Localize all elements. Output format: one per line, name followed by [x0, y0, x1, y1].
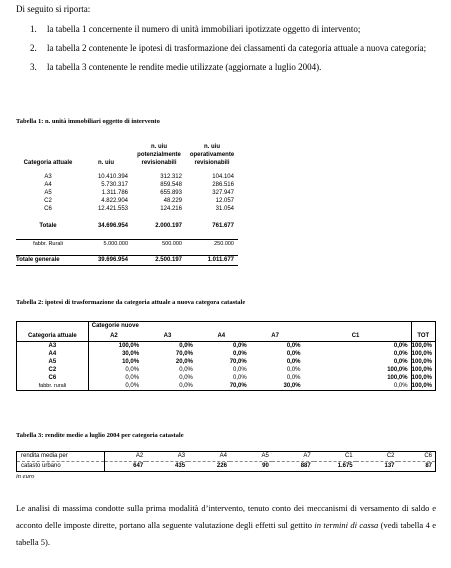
- table1-header: n. uiu potenzialmente revisionabili: [137, 144, 181, 166]
- cell: 39.696.954: [97, 257, 128, 263]
- table2-group-header: Categorie nuove: [91, 323, 139, 330]
- cell: 0,0%: [233, 343, 247, 349]
- table3-caption: Tabella 3: rendite medie a luglio 2004 per categoria catastale: [16, 432, 184, 439]
- table3-label: rendita media per: [17, 452, 105, 462]
- table3-header: A2: [135, 453, 144, 459]
- table3-header: A5: [261, 453, 269, 459]
- table2-header: Categoria attuale: [17, 331, 89, 342]
- cell: 1.311.786: [101, 190, 128, 196]
- cell: A3: [44, 174, 52, 180]
- cell: 0,0%: [286, 351, 301, 357]
- cell: 0,0%: [286, 367, 301, 373]
- cell: Totale: [39, 223, 57, 229]
- cell: A5: [17, 358, 89, 366]
- cell: 100,0%: [411, 382, 435, 391]
- cell: 0,0%: [179, 343, 193, 349]
- cell: 1.011.677: [207, 257, 234, 263]
- cell: A5: [44, 190, 52, 196]
- cell: 100,0%: [411, 350, 435, 358]
- cell: 20,0%: [175, 359, 193, 365]
- table-row: [16, 205, 238, 213]
- cell: C6: [17, 374, 89, 382]
- cell: 100,0%: [411, 342, 435, 351]
- cell: C6: [44, 206, 52, 212]
- table3-header: A3: [177, 453, 186, 459]
- table2-header: A2: [110, 332, 118, 339]
- list-item: [30, 20, 440, 39]
- numbered-list: [30, 20, 440, 77]
- paragraph-italic: in termini di cassa: [314, 520, 379, 530]
- cell: 226: [216, 463, 227, 469]
- table-row: [17, 358, 436, 366]
- cell: 100,0%: [387, 367, 408, 373]
- cell: A4: [44, 182, 52, 188]
- table3-header: C2: [386, 453, 395, 459]
- table1-header: n. uiu operativamente revisionabili: [189, 144, 235, 166]
- cell: 327.947: [212, 190, 234, 196]
- list-text: la tabella 1 concernente il numero di unità immobiliari ipotizzate oggetto di intervento;: [47, 24, 361, 34]
- table-row: [16, 197, 238, 205]
- cell: 100,0%: [387, 375, 408, 381]
- cell: 100,0%: [118, 343, 140, 349]
- cell: 761.677: [212, 223, 234, 229]
- cell: 0,0%: [393, 359, 408, 365]
- cell: 0,0%: [393, 351, 408, 357]
- cell: 0,0%: [233, 351, 247, 357]
- table-row: [16, 189, 238, 197]
- body-paragraph: [16, 500, 436, 551]
- table-row: [17, 374, 436, 382]
- cell: 500.000: [162, 241, 182, 248]
- table-row-rurali: [16, 239, 238, 249]
- cell: 655.893: [160, 190, 182, 196]
- cell: 0,0%: [125, 367, 140, 373]
- cell: 1.675: [337, 463, 353, 469]
- table3-header: C1: [344, 453, 353, 459]
- table2-header: A3: [163, 332, 172, 339]
- cell: 0,0%: [393, 343, 408, 349]
- cell: 100,0%: [411, 374, 435, 382]
- list-item: [30, 58, 440, 77]
- cell: 31.054: [215, 206, 234, 212]
- cell: 5.730.317: [101, 182, 128, 188]
- cell: 30,0%: [283, 383, 301, 389]
- cell: 70,0%: [229, 359, 247, 365]
- cell: 0,0%: [393, 383, 408, 389]
- cell: 0,0%: [125, 375, 140, 381]
- cell: 647: [133, 463, 144, 469]
- table3-label: catasto urbano: [17, 462, 105, 472]
- cell: 0,0%: [286, 343, 301, 349]
- cell: 48.229: [163, 198, 182, 204]
- table1-header: n. uiu: [98, 160, 114, 166]
- table2-caption: Tabella 2: ipotesi di trasformazione da categoria attuale a nuova categora catastale: [16, 299, 246, 306]
- table2: [16, 321, 436, 391]
- cell: 87: [425, 463, 432, 469]
- cell: 5.000.000: [103, 241, 128, 248]
- table1: [16, 141, 238, 266]
- cell: 100,0%: [411, 358, 435, 366]
- table-row: [16, 181, 238, 189]
- cell: 0,0%: [179, 383, 193, 389]
- cell: C2: [17, 366, 89, 374]
- cell: 0,0%: [286, 375, 301, 381]
- cell: 90: [262, 463, 269, 469]
- cell: 12.057: [215, 198, 234, 204]
- table-row-total-general: [16, 255, 238, 265]
- cell: fabbr. rurali: [17, 382, 89, 391]
- cell: 0,0%: [286, 359, 301, 365]
- list-number: 1.: [30, 24, 37, 34]
- cell: 100,0%: [411, 366, 435, 374]
- cell: Totale generale: [16, 257, 60, 263]
- cell: 435: [175, 463, 186, 469]
- table-row-total: [16, 221, 238, 231]
- table2-header: TOT: [411, 331, 435, 342]
- list-text: la tabella 2 contenente le ipotesi di trasformazione dei classamenti da categoria attuale a nuova categoria;: [47, 43, 427, 53]
- cell: 2.000.197: [155, 223, 182, 229]
- table-row: [16, 173, 238, 181]
- cell: A3: [17, 342, 89, 351]
- table-row: [17, 382, 436, 391]
- list-text: la tabella 3 contenente le rendite medie utilizzate (aggiornate a luglio 2004).: [47, 62, 322, 72]
- intro-text: Di seguito si riporta:: [16, 4, 91, 14]
- table3-header: A4: [219, 453, 227, 459]
- paragraph-text-end: (vedi tabella 4 e tabella 5).: [16, 520, 436, 547]
- cell: 124.216: [160, 206, 182, 212]
- table1-caption: Tabella 1: n. unità immobiliari oggetto di intervento: [16, 118, 160, 125]
- table2-header: C1: [351, 332, 360, 339]
- list-item: [30, 39, 440, 58]
- paragraph-text: Le analisi di massima condotte sulla prima modalità d’intervento, tenuto conto dei meccanismi di versamento di saldo e acconto delle imposte dirette, portano alla seguente valutazione degli effetti sul gettito: [16, 503, 436, 530]
- cell: 104.104: [212, 174, 234, 180]
- cell: 10,0%: [122, 359, 140, 365]
- table-row: [17, 342, 436, 351]
- cell: 4.822.904: [101, 198, 128, 204]
- cell: 0,0%: [125, 383, 140, 389]
- cell: 2.500.197: [155, 257, 182, 263]
- cell: C2: [44, 198, 52, 204]
- table3: [16, 451, 436, 472]
- cell: fabbr. Rurali: [33, 241, 63, 248]
- list-number: 3.: [30, 62, 37, 72]
- cell: 30,0%: [122, 351, 140, 357]
- cell: 34.696.954: [97, 223, 128, 229]
- cell: 887: [300, 463, 311, 469]
- cell: 0,0%: [179, 367, 193, 373]
- cell: A4: [17, 350, 89, 358]
- table3-header: A7: [303, 453, 311, 459]
- table2-header: A4: [217, 332, 226, 339]
- cell: 0,0%: [233, 375, 247, 381]
- table3-header: C6: [424, 453, 432, 459]
- cell: 70,0%: [229, 383, 247, 389]
- cell: 0,0%: [233, 367, 247, 373]
- cell: 137: [384, 463, 395, 469]
- cell: 286.516: [212, 182, 234, 188]
- cell: 250.000: [214, 241, 234, 248]
- table-row: [17, 350, 436, 358]
- cell: 12.421.553: [97, 206, 128, 212]
- table-row: [17, 366, 436, 374]
- cell: 10.410.394: [97, 174, 128, 180]
- cell: 859.548: [160, 182, 182, 188]
- unit-note: in euro: [16, 473, 35, 480]
- cell: 0,0%: [179, 375, 193, 381]
- cell: 70,0%: [175, 351, 193, 357]
- table2-header: A7: [271, 332, 279, 339]
- list-number: 2.: [30, 43, 37, 53]
- table1-header: Categoria attuale: [23, 160, 73, 166]
- cell: 312.312: [160, 174, 182, 180]
